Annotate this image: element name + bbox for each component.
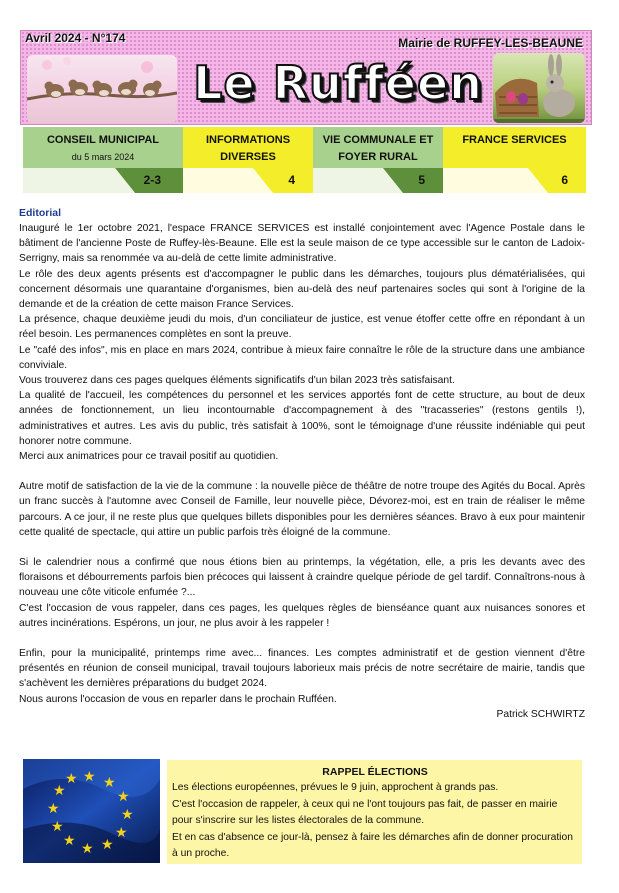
editorial-paragraph: Inauguré le 1er octobre 2021, l'espace FRANCE SERVICES est installé conjointement avec l'Agence Postale dans le bâtiment de l'ancienne Poste de Ruffey-lès-Beaune. Elle est la seule maison de ce type accessible sur le canton de Ladoix-Serrigny, mais sa renommée va au-delà de cette limite administrative.	[19, 223, 585, 265]
svg-text:★: ★	[63, 833, 76, 849]
tab-france-services[interactable]	[443, 127, 586, 193]
tab-vie-communale[interactable]	[313, 127, 443, 193]
rappel-line: C'est l'occasion de rappeler, à ceux qui ne l'ont toujours pas fait, de passer en mairie pour s'inscrire sur les listes électorales de la commune.	[172, 798, 558, 827]
tab-page-number: 6	[561, 173, 568, 187]
editorial-paragraph: Le "café des infos", mis en place en mars 2024, contribue à mieux faire connaître le rôle de la structure dans une ambiance conviviale.	[19, 344, 585, 371]
paragraph-spacer	[19, 464, 585, 479]
svg-text:★: ★	[101, 837, 114, 853]
editorial-signature: Patrick SCHWIRTZ	[496, 708, 585, 720]
editorial-paragraph: Enfin, pour la municipalité, printemps rime avec... finances. Les comptes administratif et de gestion viennent d'être présentés en réunion de conseil municipal, travail toujours laborieux mais précis de notre secrétaire de mairie, tandis que s'achèvent les dernières préparations du budget 2024.	[19, 648, 585, 690]
rabbit-photo	[493, 53, 585, 123]
svg-text:★: ★	[51, 819, 64, 835]
editorial-paragraph: Vous trouverez dans ces pages quelques éléments significatifs d'un bilan 2023 très satisfaisant.	[19, 375, 455, 387]
editorial-paragraph: Nous aurons l'occasion de vous en reparler dans le prochain Rufféen.	[19, 693, 337, 705]
tab-label-box	[313, 127, 443, 169]
svg-text:★: ★	[115, 825, 128, 841]
svg-text:★: ★	[83, 769, 96, 785]
tab-page-number: 4	[288, 173, 295, 187]
tab-label-box	[443, 127, 586, 169]
rappel-elections-box	[167, 760, 582, 864]
tab-informations-diverses[interactable]	[183, 127, 313, 193]
editorial-paragraph: Le rôle des deux agents présents est d'accompagner le public dans les démarches, toujours plus dématérialisées, qui concernent désormais une quarantaine d'organismes, bien au-delà des neuf partenaires socles qui sont à l'origine de la demande et de la création de cette maison France Services.	[19, 268, 585, 311]
tab-label-box	[183, 127, 313, 169]
birds-illustration	[27, 55, 177, 123]
svg-text:★: ★	[47, 801, 60, 817]
birds-photo	[27, 55, 177, 123]
rappel-line: Les élections européennes, prévues le 9 juin, approchent à grands pas.	[172, 782, 499, 794]
editorial-paragraph: La présence, chaque deuxième jeudi du mois, d'un conciliateur de justice, est venue étoffer cette offre en répondant à un réel besoin. Les permanences complètes en sont la preuve.	[19, 314, 585, 341]
tab-label: FRANCE SERVICES	[462, 134, 567, 146]
paragraph-spacer	[19, 631, 585, 646]
tab-label: CONSEIL MUNICIPAL	[46, 134, 160, 146]
editorial-paragraph: La qualité de l'accueil, les compétences du personnel et les services apportés font de cette structure, au bout de deux années de fonctionnement, un lieu incontournable d'accompagnement à des "tracasseries" (restons gentils !), administratives et autres. Les avis du public, très satisfait à 100%, sont le témoignage d'une réussite indéniable qui peut honorer notre commune.	[19, 390, 585, 447]
editorial-paragraph: C'est l'occasion de vous rappeler, dans ces pages, les quelques règles de bienséance quant aux nuisances sonores et autres incinérations. Espérons, un jour, ne plus avoir à les rappeler !	[19, 602, 585, 629]
svg-text:★: ★	[121, 807, 134, 823]
editorial-section	[19, 206, 585, 722]
svg-text:★: ★	[53, 783, 66, 799]
editorial-title: Editorial	[19, 207, 62, 219]
svg-text:★: ★	[103, 775, 116, 791]
editorial-paragraph: Si le calendrier nous a confirmé que nous étions bien au printemps, la végétation, elle, a pris les devants avec des floraisons et débourrements parfois bien précoces qui laissent à craindre quelque période de gel tardif. Connaîtrons-nous à nouveau une côte viticole enfumée ?...	[19, 557, 585, 599]
tab-page-number: 2-3	[143, 173, 161, 187]
svg-text:★: ★	[81, 841, 94, 857]
rappel-title: RAPPEL ÉLECTIONS	[322, 766, 428, 778]
tab-conseil-municipal[interactable]	[23, 127, 183, 193]
eu-flag-icon	[23, 759, 160, 863]
masthead	[20, 30, 592, 125]
tab-page-number: 5	[418, 173, 425, 187]
eu-flag-image	[23, 759, 160, 863]
rappel-line: Et en cas d'absence ce jour-là, pensez à faire les démarches afin de donner procuration à un proche.	[172, 831, 573, 860]
editorial-paragraph: Autre motif de satisfaction de la vie de la commune : la nouvelle pièce de théâtre de notre troupe des Agités du Bocal. Après un franc succès à l'automne avec Conseil de Famille, leur nouvelle pièce, Dévorez-moi, est en train de réaliser le même parcours. A ce jour, il ne reste plus que quelques billets disponibles pour les dernières séances. Bravo à eux pour maintenir cette qualité de spectacle, qui attire un public parfois très éloigné de la commune.	[19, 481, 585, 538]
mairie-label: Mairie de RUFFEY-LES-BEAUNE	[398, 36, 583, 50]
svg-text:★: ★	[117, 789, 130, 805]
issue-label: Avril 2024 - N°174	[25, 31, 126, 45]
svg-text:★: ★	[65, 771, 78, 787]
tab-label-box	[23, 127, 183, 169]
rabbit-illustration	[493, 53, 585, 123]
paragraph-spacer	[19, 540, 585, 555]
tab-sublabel: du 5 mars 2024	[71, 152, 135, 162]
editorial-paragraph: Merci aux animatrices pour ce travail positif au quotidien.	[19, 451, 279, 463]
tab-label: VIE COMMUNALE ET FOYER RURAL	[322, 134, 434, 163]
tab-label: INFORMATIONS DIVERSES	[205, 134, 291, 163]
newsletter-title: Le Rufféen	[193, 56, 483, 110]
